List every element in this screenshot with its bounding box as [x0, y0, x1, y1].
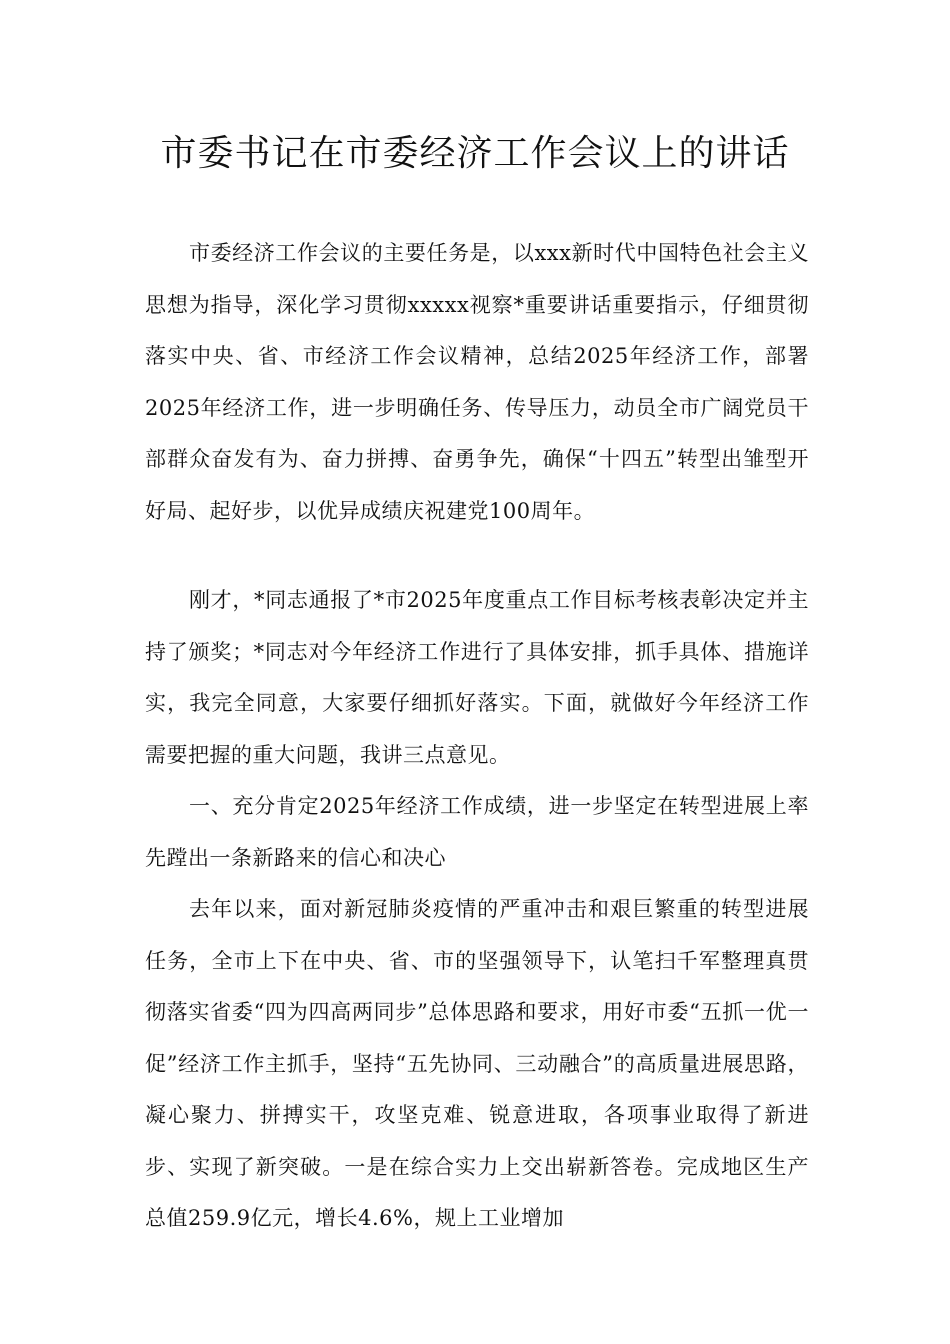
paragraph-opening: 刚才，*同志通报了*市2025年度重点工作目标考核表彰决定并主持了颁奖；*同志对今年经济工作进行了具体安排，抓手具体、措施详实，我完全同意，大家要仔细抓好落实。下面，就做好今年经济工作需要把握的重大问题，我讲三点意见。	[145, 588, 809, 767]
document-title: 市委书记在市委经济工作会议上的讲话	[160, 133, 790, 174]
paragraph-achievements: 去年以来，面对新冠肺炎疫情的严重冲击和艰巨繁重的转型进展任务，全市上下在中央、省、市的坚强领导下，认笔扫千军整理真贯彻落实省委“四为四高两同步”总体思路和要求，用好市委“五抓一优一促”经济工作主抓手，坚持“五先协同、三动融合”的高质量进展思路，凝心聚力、拼搏实干，攻坚克难、锐意进取，各项事业取得了新进步、实现了新突破。一是在综合实力上交出崭新答卷。完成地区生产总值259.9亿元，增长4.6%，规上工业增加	[145, 897, 809, 1230]
section-heading-1: 一、充分肯定2025年经济工作成绩，进一步坚定在转型进展上率先蹚出一条新路来的信心和决心	[145, 794, 809, 870]
body-block-1	[145, 228, 809, 537]
paragraph-intro: 市委经济工作会议的主要任务是，以xxx新时代中国特色社会主义思想为指导，深化学习贯彻xxxxx视察*重要讲话重要指示，仔细贯彻落实中央、省、市经济工作会议精神，总结2025年经济工作，部署2025年经济工作，进一步明确任务、传导压力，动员全市广阔党员干部群众奋发有为、奋力拼搏、奋勇争先，确保“十四五”转型出雏型开好局、起好步，以优异成绩庆祝建党100周年。	[145, 241, 809, 523]
body-block-2	[145, 575, 809, 1245]
